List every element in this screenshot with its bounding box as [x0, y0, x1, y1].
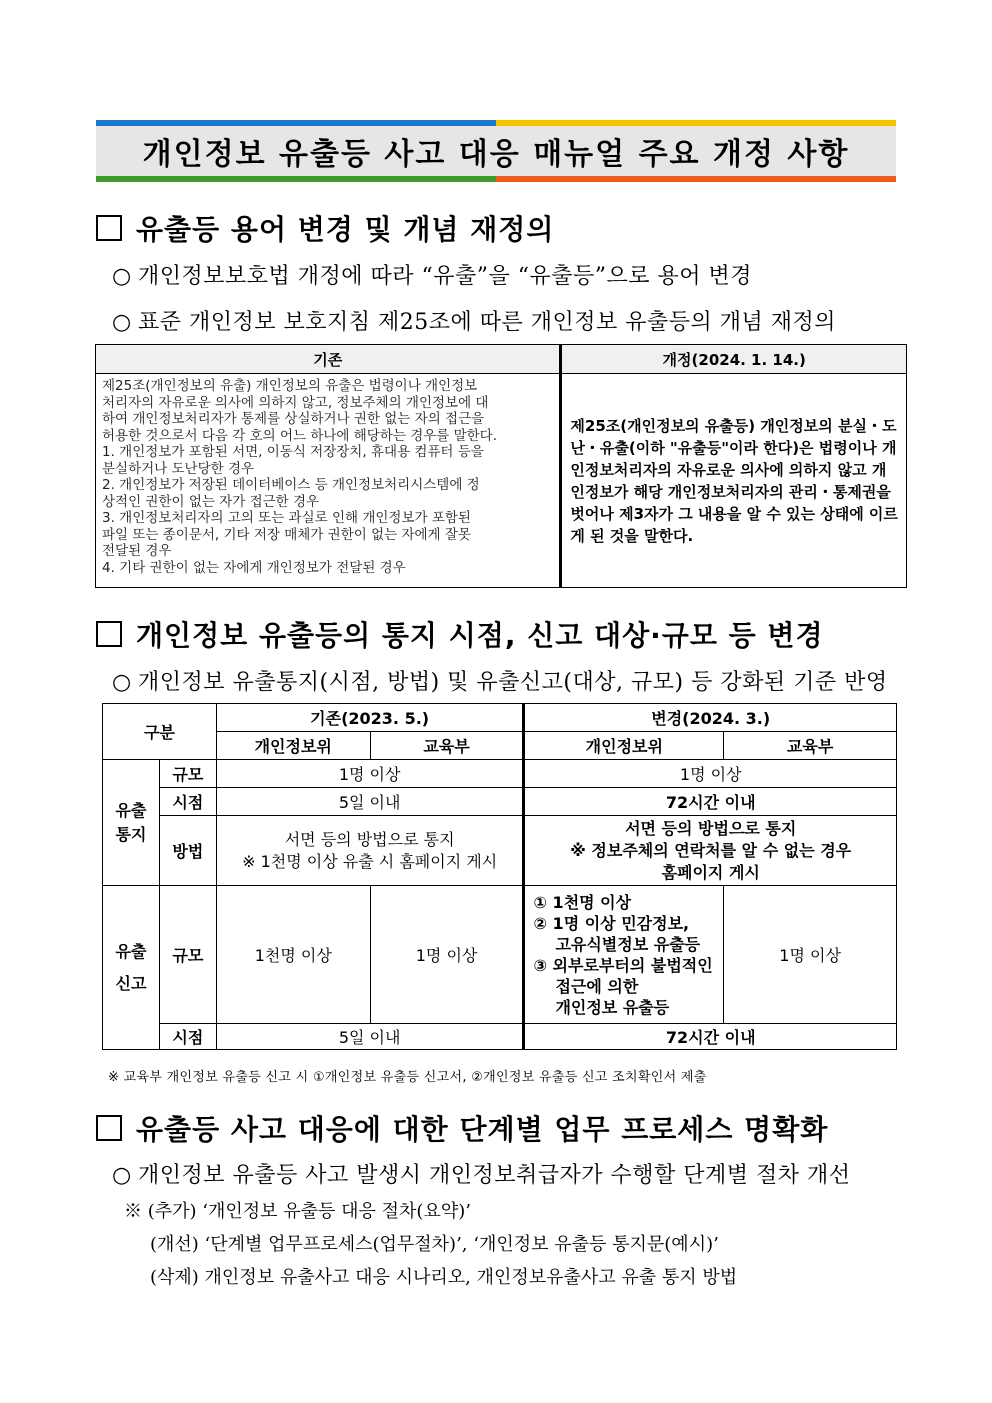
page-title: 개인정보 유출등 사고 대응 매뉴얼 주요 개정 사항 [142, 137, 850, 172]
circle-bullet-icon: ○ [112, 1163, 132, 1188]
notify-group-line: 유출 [115, 800, 147, 820]
definition-table [95, 344, 907, 588]
banner-stripe-orange [496, 176, 896, 182]
report-scale-new-moe: 1명 이상 [724, 886, 897, 1024]
new-header: 개정(2024. 1. 14.) [561, 345, 907, 374]
criteria-table [102, 703, 897, 1050]
section2-heading [96, 614, 824, 654]
old-line: 처리자의 자유로운 의사에 의하지 않고, 정보주체의 개인정보에 대 [102, 394, 489, 411]
square-bullet-icon [96, 621, 122, 647]
old-line: 분실하거나 도난당한 경우 [102, 460, 255, 477]
banner-stripe-green [96, 176, 496, 182]
notify-method-new-line: 홈페이지 게시 [661, 862, 760, 882]
notify-scale-new: 1명 이상 [524, 760, 897, 788]
report-time-label: 시점 [159, 1024, 216, 1050]
notify-time-new: 72시간 이내 [524, 788, 897, 816]
notify-method-old-line: 서면 등의 방법으로 통지 [284, 829, 455, 849]
old-pipc-header: 개인정보위 [216, 732, 370, 760]
notify-method-old-line: ※ 1천명 이상 유출 시 홈페이지 게시 [242, 851, 498, 871]
old-period-header: 기존(2023. 5.) [216, 704, 524, 732]
report-group-line: 신고 [115, 973, 147, 993]
section1-heading [96, 208, 554, 248]
old-line: 상적인 권한이 없는 자가 접근한 경우 [102, 493, 320, 510]
new-pipc-header: 개인정보위 [524, 732, 724, 760]
new-definition: 제25조(개인정보의 유출등) 개인정보의 분실・도난・유출(이하 "유출등"이라 한다)은 법령이나 개인정보처리자의 자유로운 의사에 의하지 않고 개인정보가 해당 개인정보처리자의 관리・통제권을 벗어나 제3자가 그 내용을 알 수 있는 상태에 이르게 된 것을 말한다. [561, 374, 907, 588]
old-line: 파일 또는 종이문서, 기타 저장 매체가 권한이 없는 자에게 잘못 [102, 526, 471, 543]
report-group-line: 유출 [115, 941, 147, 961]
new-moe-header: 교육부 [724, 732, 897, 760]
old-line: 2. 개인정보가 저장된 데이터베이스 등 개인정보처리시스템에 정 [102, 477, 480, 493]
new-period-header: 변경(2024. 3.) [524, 704, 897, 732]
report-criteria-line: 고유식별정보 유출등 [555, 934, 701, 954]
old-line: 제25조(개인정보의 유출) 개인정보의 유출은 법령이나 개인정보 [102, 378, 478, 394]
banner-body [96, 126, 896, 176]
gubun-header: 구분 [103, 704, 217, 760]
report-criteria-line: 접근에 의한 [555, 976, 639, 996]
square-bullet-icon [96, 1115, 122, 1141]
notify-group-label [103, 760, 160, 886]
section3-heading [96, 1108, 828, 1148]
report-criteria-line: ① 1천명 이상 [533, 892, 632, 912]
section3-bullet1-text: 개인정보 유출등 사고 발생시 개인정보취급자가 수행할 단계별 절차 개선 [138, 1163, 851, 1188]
report-criteria-line: ③ 외부로부터의 불법적인 [533, 955, 713, 975]
notify-group-line: 통지 [115, 824, 147, 844]
notify-method-label: 방법 [159, 816, 216, 886]
old-header: 기존 [96, 345, 561, 374]
section2-bullet1-text: 개인정보 유출통지(시점, 방법) 및 유출신고(대상, 규모) 등 강화된 기준 반영 [138, 670, 888, 695]
circle-bullet-icon: ○ [112, 310, 132, 335]
notify-scale-label: 규모 [159, 760, 216, 788]
old-line: 하여 개인정보처리자가 통제를 상실하거나 권한 없는 자의 접근을 [102, 411, 485, 427]
section3-sub-deleted: (삭제) 개인정보 유출사고 대응 시나리오, 개인정보유출사고 유출 통지 방법 [150, 1267, 738, 1288]
report-criteria-line: ② 1명 이상 민감정보, [533, 913, 690, 933]
notify-method-new-line: 서면 등의 방법으로 통지 [625, 818, 797, 838]
report-criteria-line: 개인정보 유출등 [555, 997, 670, 1017]
section3-sub-improved: (개선) ‘단계별 업무프로세스(업무절차)’, ‘개인정보 유출등 통지문(예시)’ [150, 1234, 719, 1255]
section1-bullet1-text: 개인정보보호법 개정에 따라 “유출”을 “유출등”으로 용어 변경 [138, 264, 752, 289]
notify-method-new [524, 816, 897, 886]
section1-bullet1 [112, 259, 752, 290]
notify-scale-old: 1명 이상 [216, 760, 524, 788]
old-line: 전달된 경우 [102, 543, 172, 559]
report-time-new: 72시간 이내 [524, 1024, 897, 1050]
notify-method-old [216, 816, 524, 886]
circle-bullet-icon: ○ [112, 264, 132, 289]
old-definition [96, 374, 561, 588]
report-time-old: 5일 이내 [216, 1024, 524, 1050]
notify-time-old: 5일 이내 [216, 788, 524, 816]
title-banner [96, 120, 896, 182]
section2-bullet1 [112, 665, 888, 696]
section1-bullet2 [112, 305, 836, 336]
old-line: 4. 기타 권한이 없는 자에게 개인정보가 전달된 경우 [102, 559, 406, 576]
old-line: 1. 개인정보가 포함된 서면, 이동식 저장장치, 휴대용 컴퓨터 등을 [102, 444, 484, 460]
notify-method-new-line: ※ 정보주체의 연락처를 알 수 없는 경우 [570, 840, 852, 860]
section2-heading-text: 개인정보 유출등의 통지 시점, 신고 대상·규모 등 변경 [136, 619, 824, 652]
report-scale-new-pipc [524, 886, 724, 1024]
old-moe-header: 교육부 [370, 732, 524, 760]
square-bullet-icon [96, 215, 122, 241]
section3-sub-added: ※ (추가) ‘개인정보 유출등 대응 절차(요약)’ [124, 1201, 471, 1222]
circle-bullet-icon: ○ [112, 670, 132, 695]
report-group-label [103, 886, 160, 1050]
section1-heading-text: 유출등 용어 변경 및 개념 재정의 [136, 213, 555, 246]
report-scale-label: 규모 [159, 886, 216, 1024]
section3-bullet1 [112, 1158, 851, 1189]
section3-heading-text: 유출등 사고 대응에 대한 단계별 업무 프로세스 명확화 [136, 1113, 829, 1146]
old-line: 3. 개인정보처리자의 고의 또는 과실로 인해 개인정보가 포함된 [102, 510, 471, 526]
old-line: 허용한 것으로서 다음 각 호의 어느 하나에 해당하는 경우를 말한다. [102, 427, 498, 444]
notify-time-label: 시점 [159, 788, 216, 816]
report-scale-old-pipc: 1천명 이상 [216, 886, 370, 1024]
moe-report-note: ※ 교육부 개인정보 유출등 신고 시 ①개인정보 유출등 신고서, ②개인정보 유출등 신고 조치확인서 제출 [108, 1070, 707, 1085]
section1-bullet2-text: 표준 개인정보 보호지침 제25조에 따른 개인정보 유출등의 개념 재정의 [138, 310, 836, 335]
report-scale-old-moe: 1명 이상 [370, 886, 524, 1024]
